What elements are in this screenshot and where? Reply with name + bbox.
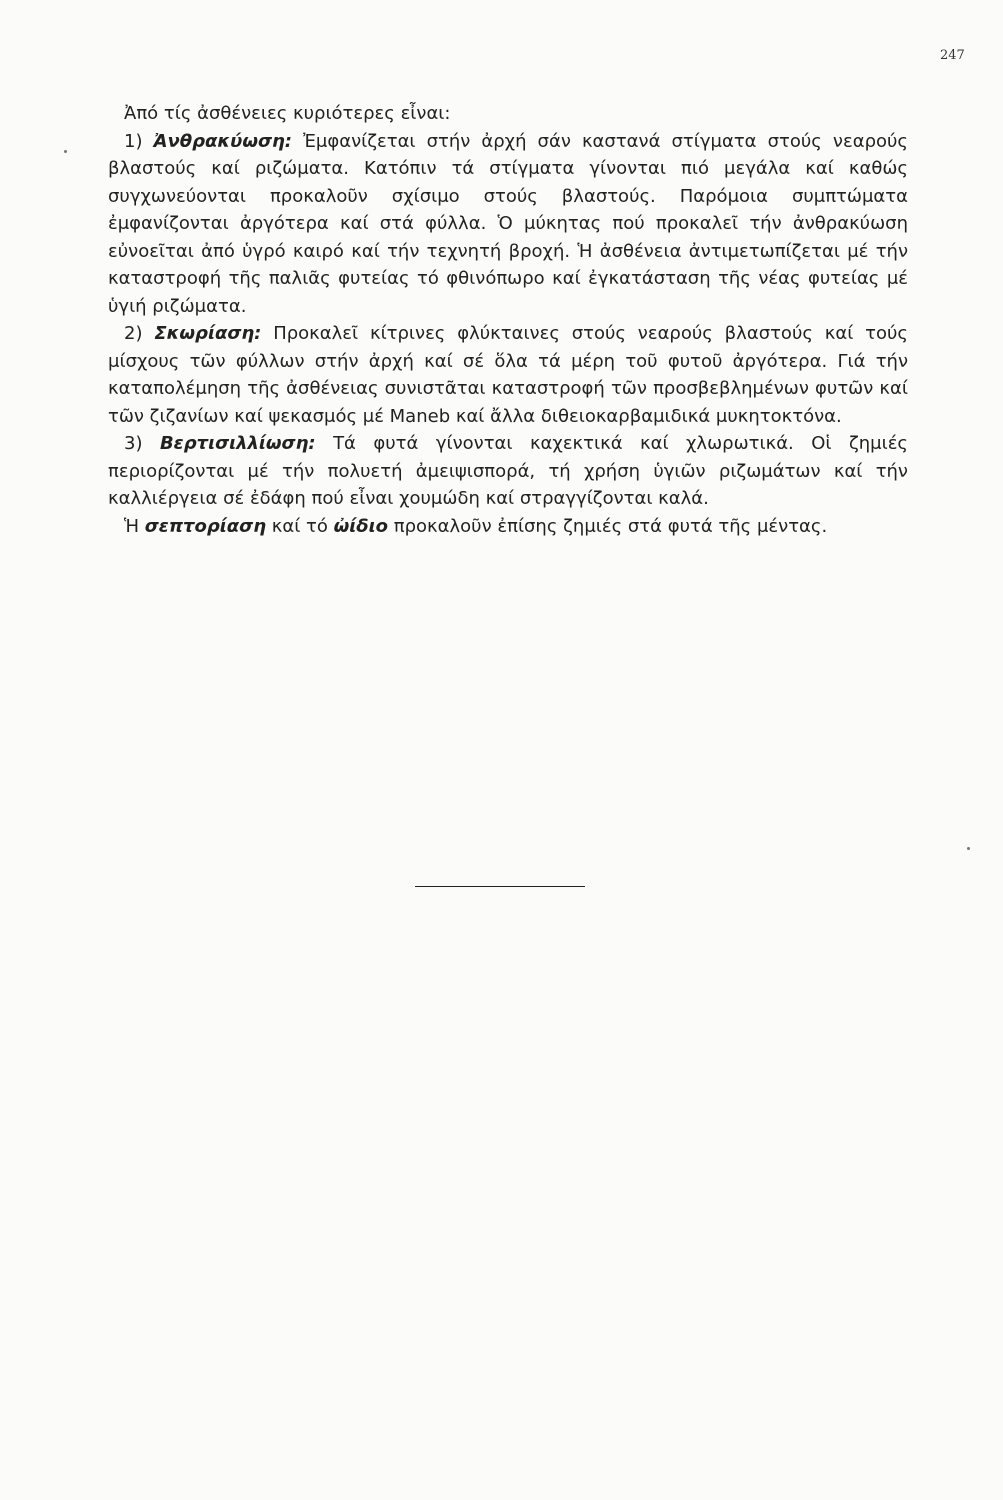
- closing-mid: καί τό: [271, 515, 328, 537]
- page-number: 247: [940, 48, 965, 63]
- section-term: Ἀνθρακύωση:: [153, 130, 292, 152]
- section-term: Σκωρίαση:: [154, 323, 262, 344]
- section-text: Ἐμφανίζεται στήν ἀρχή σάν καστανά στίγματα στούς νεαρούς βλαστούς καί ριζώματα. Κατόπιν τά στίγματα γίνονται πιό μεγάλα καί καθώς συγχωνεύονται προκαλοῦν σχίσιμο στούς βλαστούς. Παρόμοια συμπτώματα ἐμφανίζονται ἀργότερα καί στά φύλλα. Ὁ μύκητας πού προκαλεῖ τήν ἀνθρακύωση εὐνοεῖται ἀπό ὑγρό καιρό καί τήν τεχνητή βροχή. Ἡ ἀσθένεια ἀντιμετωπίζεται μέ τήν καταστροφή τῆς παλιᾶς φυτείας τό φθινόπωρο καί ἐγκατάσταση τῆς νέας φυτείας μέ ὑγιή ριζώματα.: [108, 130, 908, 317]
- section-anthrakyosi: [108, 128, 908, 321]
- section-text: Τά φυτά γίνονται καχεκτικά καί χλωρωτικά. Οἱ ζημιές περιορίζονται μέ τήν πολυετή ἀμειψισπορά, τή χρήση ὑγιῶν ριζωμάτων καί τήν καλλιέργεια σέ ἐδάφη πού εἶναι χουμώδη καί στραγγίζονται καλά.: [108, 433, 908, 509]
- closing-prefix: Ἡ: [124, 515, 140, 537]
- separator-line: [415, 886, 585, 887]
- section-number: 1): [124, 130, 143, 152]
- closing-suffix: προκαλοῦν ἐπίσης ζημιές στά φυτά τῆς μέντας.: [393, 515, 828, 537]
- section-skoriasi: [108, 320, 908, 430]
- body-text: [108, 100, 908, 540]
- section-number: 3): [124, 433, 143, 454]
- closing-paragraph: [108, 513, 908, 541]
- closing-term-oidio: ὠίδιο: [333, 515, 389, 537]
- section-term: Βερτισιλλίωση:: [159, 433, 316, 454]
- section-vertisilliosi: [108, 430, 908, 513]
- scan-speck: [64, 150, 67, 153]
- closing-term-septoriasi: σεπτορίαση: [144, 515, 267, 537]
- section-number: 2): [124, 323, 143, 344]
- intro-paragraph: Ἀπό τίς ἀσθένειες κυριότερες εἶναι:: [124, 103, 451, 124]
- scan-speck: [967, 847, 970, 850]
- section-text: Προκαλεῖ κίτρινες φλύκταινες στούς νεαρούς βλαστούς καί τούς μίσχους τῶν φύλλων στήν ἀρχή καί σέ ὅλα τά μέρη τοῦ φυτοῦ ἀργότερα. Γιά τήν καταπολέμηση τῆς ἀσθένειας συνιστᾶται καταστροφή τῶν προσβεβλημένων φυτῶν καί τῶν ζιζανίων καί ψεκασμός μέ Maneb καί ἄλλα διθειοκαρβαμιδικά μυκητοκτόνα.: [108, 323, 908, 427]
